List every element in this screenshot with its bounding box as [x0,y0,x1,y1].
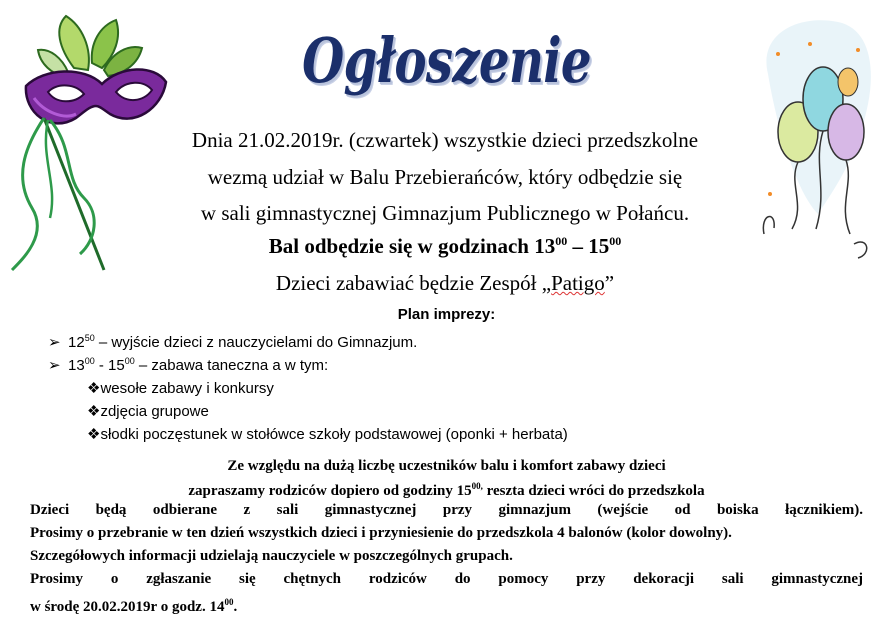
list-item: ❖słodki poczęstunek w stołówce szkoły podstawowej (oponki + herbata) [87,426,568,443]
info-paragraph-line: Szczegółowych informacji udzielają nauczyciele w poszczególnych grupach. [30,548,513,564]
diamond-bullet-icon: ❖ [87,380,101,397]
intro-line-2: wezmą udział w Balu Przebierańców, który odbędzie się [207,165,683,189]
schedule-item: ➢ $12^{50}$ – wyjście dzieci z nauczycielami do Gimnazjum. [48,333,418,351]
info-paragraph-line: Prosimy o przebranie w ten dzień wszystkich dzieci i przyniesienie do przedszkola 4 balonów (kolor dowolny). [30,525,732,541]
diamond-bullet-icon: ❖ [87,426,101,443]
info-paragraph-line: w środę 20.02.2019r o godz. $14^{00}$. [30,597,238,615]
info-paragraph-line: Prosimy o zgłaszanie się chętnych rodziców do pomocy przy dekoracji sali gimnastycznej [30,571,863,587]
intro-line-1: Dnia 21.02.2019r. (czwartek) wszystkie dzieci przedszkolne [191,128,699,152]
notice-line-2: zapraszamy rodziców dopiero od godziny $15^{00,}$ reszta dzieci wróci do przedszkola [188,481,705,499]
arrow-bullet-icon: ➢ [48,334,61,351]
diamond-bullet-icon: ❖ [87,403,101,420]
band-line: Dzieci zabawiać będzie Zespół „Patigo” [275,271,615,295]
plan-heading: Plan imprezy: [397,306,496,323]
notice-line-1: Ze względu na dużą liczbę uczestników balu i komfort zabawy dzieci [227,458,666,474]
ball-hours: Bal odbędzie się w godzinach $13^{00} - 15^{00}$ [268,234,622,258]
arrow-bullet-icon: ➢ [48,357,61,374]
band-name: Patigo [551,271,605,295]
info-paragraph-line: Dzieci będą odbierane z sali gimnastycznej przy gimnazjum (wejście od boiska łącznikiem). [30,502,863,518]
list-item: ❖wesołe zabawy i konkursy [87,380,274,397]
schedule-item: ➢ $13^{00} - 15^{00}$ – zabawa taneczna a w tym: [48,356,329,374]
list-item: ❖zdjęcia grupowe [87,403,209,420]
page-title: Ogłoszenie [302,24,591,97]
intro-line-3: w sali gimnastycznej Gimnazjum Publicznego w Połańcu. [200,201,690,225]
